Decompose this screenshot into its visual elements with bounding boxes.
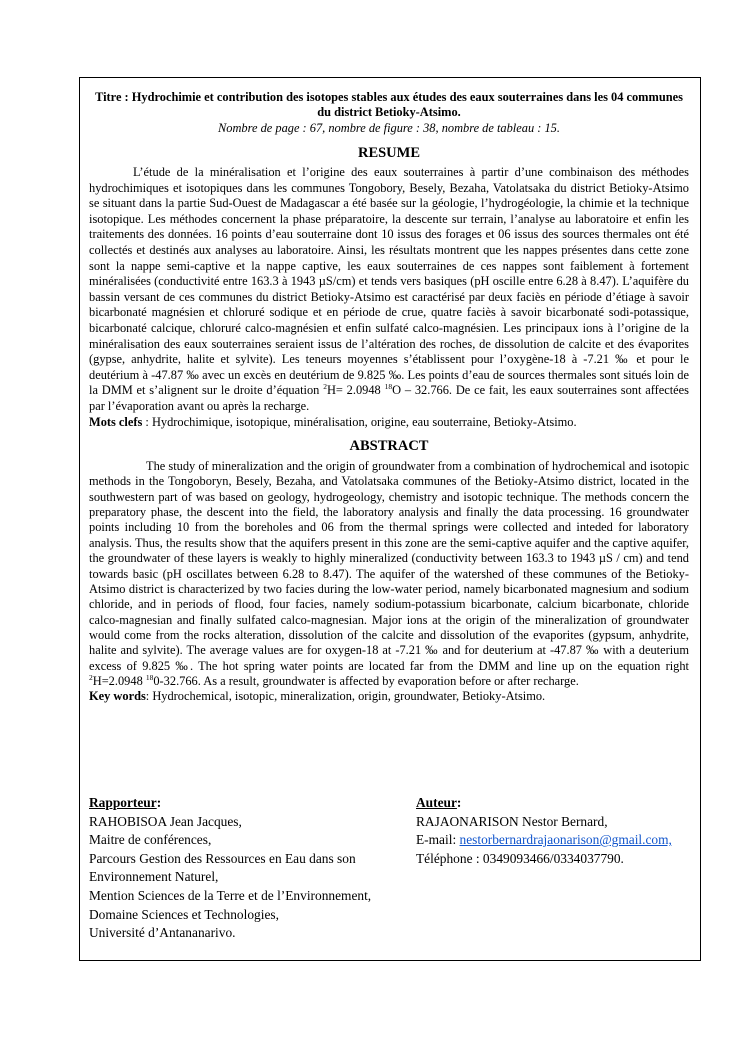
rapporteur-rank: Maitre de conférences, xyxy=(89,832,212,848)
abstract-heading: ABSTRACT xyxy=(349,438,429,455)
resume-keywords-label: Mots clefs xyxy=(89,414,143,429)
abstract-text: The study of mineralization and the origin of groundwater from a combination of hydrochemical and isotopic methods in the Tongoboryn, Besely, Bezaha, and Vatolatsaka communes of the Betioky-Atsimo district, located in the southwestern part of was based on geology, hydrogeology, chemistry and isotopic technique. The methods concern the preparatory phase, the descent into the field, the laboratory analysis and finally the data processing. 16 groundwater points including 10 from the boreholes and 06 from the thermal springs were collected and inteded for laboratory analysis. Thus, the results show that the aquifers present in this zone are the semi-captive aquifer and the captive aquifer, the groundwater of these layers is weakly to highly mineralized (conductivity between 163.3 to 1943 µS / cm) and tend towards basic (pH oscillates between 6.28 to 8.47). The aquifer of the watershed of these communes of the Betioky-Atsimo district is characterized by two facies during the low-water period, namely bicarbonated magnesium and sodium chloride, and in periods of flood, four facies, namely sodium-potassium bicarbonate, calcium bicarbonate, chloride calco-magnesian and finally sulfated calco-magnesian. Major ions at the origin of the mineralization of groundwater would come from the rocks alteration, dissolution of the calcite and dissolution of the evaporites (gypsum, anhydrite, halite and sylvite). The average values are for oxygen-18 at -7.21 ‰ and for deuterium at -47.87 ‰ with a deuterium excess of 9.825 ‰. The hot spring water points are located far from the DMM and line up on the equation right xyxy=(89,459,689,673)
auteur-block xyxy=(416,794,716,868)
auteur-email-label: E-mail: xyxy=(416,832,460,848)
abstract-eq-mid: H=2.0948 xyxy=(92,673,146,688)
resume-eq-sup-18: 18 xyxy=(384,382,393,392)
abstract-keywords xyxy=(89,689,689,705)
rapporteur-block xyxy=(89,794,411,943)
resume-eq-tail: O – 32.766. De ce fait, les eaux souterraines sont affectées par l’évaporation avant ou après la recharge. xyxy=(89,383,690,413)
abstract-eq-sup-2: 2 xyxy=(89,672,93,682)
auteur-name: RAJAONARISON Nestor Bernard, xyxy=(416,813,608,829)
rapporteur-heading xyxy=(89,794,411,813)
resume-eq-sup-2: 2 xyxy=(323,382,327,392)
summary-content xyxy=(89,90,689,705)
auteur-heading xyxy=(416,794,716,813)
rapporteur-university: Université d’Antananarivo. xyxy=(89,925,236,941)
rapporteur-heading-colon: : xyxy=(156,795,162,810)
rapporteur-heading-text: Rapporteur xyxy=(89,795,157,810)
page-count-info: Nombre de page : 67, nombre de figure : 38, nombre de tableau : 15. xyxy=(218,121,560,135)
resume-heading: RESUME xyxy=(357,145,421,161)
rapporteur-domain: Domaine Sciences et Technologies, xyxy=(89,906,279,922)
auteur-heading-colon: : xyxy=(456,795,462,810)
resume-keywords-text: : Hydrochimique, isotopique, minéralisation, origine, eau souterraine, Betioky-Atsimo. xyxy=(142,414,577,429)
thesis-title: Titre : Hydrochimie et contribution des isotopes stables aux études des eaux souterraines dans les 04 communes du district Betioky-Atsimo. xyxy=(95,90,683,119)
abstract-paragraph xyxy=(89,459,689,689)
abstract-eq-sup-18: 18 xyxy=(145,672,154,682)
resume-paragraph xyxy=(89,165,689,415)
summary-frame xyxy=(79,77,701,961)
resume-eq-mid: H= 2.0948 xyxy=(326,383,385,398)
auteur-heading-text: Auteur xyxy=(416,795,457,810)
rapporteur-parcours: Parcours Gestion des Ressources en Eau dans son Environnement Naturel, xyxy=(89,850,356,885)
abstract-keywords-label: Key words xyxy=(89,689,146,704)
abstract-eq-tail: 0-32.766. As a result, groundwater is affected by evaporation before or after recharge. xyxy=(153,673,579,688)
rapporteur-name: RAHOBISOA Jean Jacques, xyxy=(89,813,242,829)
abstract-keywords-text: : Hydrochemical, isotopic, mineralization, origin, groundwater, Betioky-Atsimo. xyxy=(145,689,546,704)
auteur-email-line xyxy=(416,831,716,850)
resume-keywords xyxy=(89,415,689,431)
rapporteur-mention: Mention Sciences de la Terre et de l’Environnement, xyxy=(89,887,372,903)
auteur-email-link[interactable]: nestorbernardrajaonarison@gmail.com, xyxy=(459,832,672,848)
auteur-phone: Téléphone : 0349093466/0334037790. xyxy=(416,850,624,866)
resume-text: L’étude de la minéralisation et l’origine des eaux souterraines à partir d’une combinaison des méthodes hydrochimiques et isotopiques dans les communes Tongobory, Besely, Bezaha, Vatolatsaka du district Betioky-Atsimo se situant dans la partie Sud-Ouest de Madagascar a été basée sur la géologie, l’hydrogéologie, la chimie et la technique isotopique. Les méthodes concernent la phase préparatoire, la descente sur terrain, l’analyse au laboratoire et enfin les traitements des données. 16 points d’eau souterraine dont 10 issus des forages et 06 issus des sources thermales ont été collectés et destinés aux analyses au laboratoire. Ainsi, les résultats montrent que les nappes présentes dans cette zone sont la nappe semi-captive et la nappe captive, les eaux souterraines de ces nappes sont faiblement à fortement minéralisées (conductivité entre 163.3 à 1943 µS/cm) et tends vers basiques (pH oscille entre 6.28 à 8.47). L’aquifère du bassin versant de ces communes du district Betioky-Atsimo est caractérisé par deux faciès en période d’étiage à savoir bicarbonaté magnésien et chloruré sodique et en période de crue, quatre faciès à savoir bicarbonaté sodi-potassique, bicarbonaté calcique, chloruré calco-magnésien et enfin sulfaté calco-magnésien. Les principaux ions à l’origine de la minéralisation des eaux souterraines seraient issus de l’altération des roches, de dissolution de calcite et des évaporites (gypse, anhydrite, halite et sylvite). Les teneurs moyennes s’établissent pour l’oxygène-18 à -7.21 ‰ et pour le deutérium à -47.87 ‰ avec un excès en deutérium de 9.825 ‰. Les points d’eau de sources thermales sont situés loin de la DMM et s’alignent sur le droite d’équation xyxy=(89,165,689,398)
